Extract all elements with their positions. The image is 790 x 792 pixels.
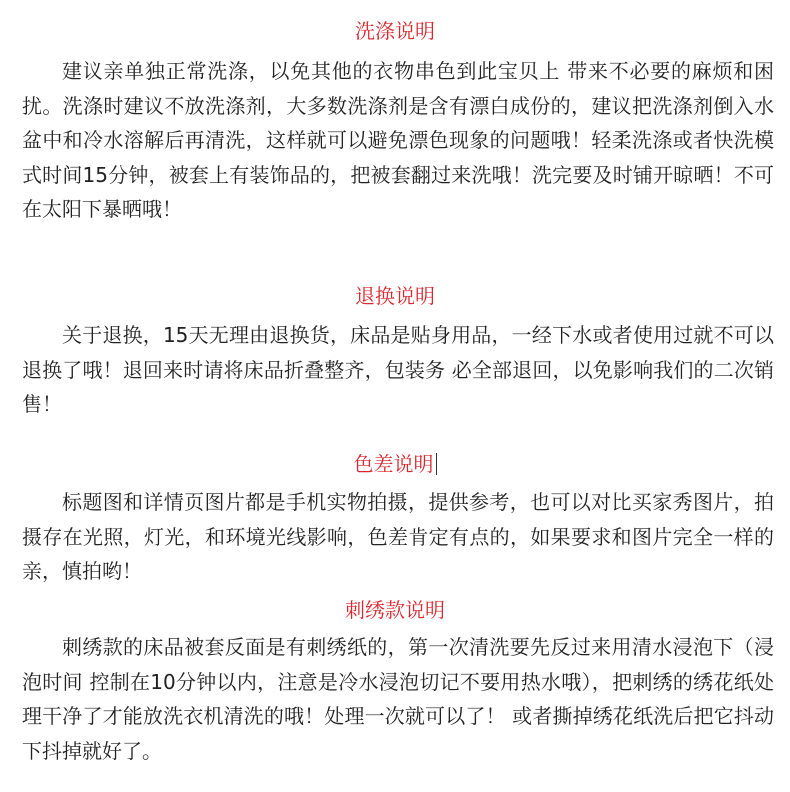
washing-instructions-text: 建议亲单独正常洗涤，以免其他的衣物串色到此宝贝上 带来不必要的麻烦和困扰。洗涤时建议不放洗涤剂，大多数洗涤剂是含有漂白成份的，建议把洗涤剂倒入水盆中和冷水溶解后再清洗，这样就可以避免漂色现象的问题哦！轻柔洗涤或者快洗模式时间15分钟，被套上有装饰品的，把被套翻过来洗哦！洗完要及时铺开晾晒！不可在太阳下暴晒哦！: [22, 59, 774, 222]
text-cursor: [436, 453, 437, 475]
return-policy-text: 关于退换，15天无理由退换货，床品是贴身用品，一经下水或者使用过就不可以退换了哦！退回来时请将床品折叠整齐，包装务 必全部退回，以免影响我们的二次销售！: [22, 323, 774, 417]
embroidery-instructions-text: 刺绣款的床品被套反面是有刺绣纸的，第一次清洗要先反过来用清水浸泡下（浸泡时间 控制在10分钟以内，注意是冷水浸泡切记不要用热水哦），把刺绣的绣花纸处理干净了才能放洗衣机清洗的哦！处理一次就可以了！ 或者撕掉绣花纸洗后把它抖动下抖掉就好了。: [22, 635, 774, 763]
color-difference-title: [0, 451, 790, 477]
washing-instructions-title: 洗涤说明: [355, 19, 435, 43]
embroidery-instructions-title: 刺绣款说明: [345, 598, 445, 622]
color-difference-text: 标题图和详情页图片都是手机实物拍摄，提供参考，也可以对比买家秀图片，拍摄存在光照，灯光，和环境光线影响，色差肯定有点的，如果要求和图片完全一样的亲，慎拍哟！: [22, 490, 774, 584]
color-difference-title-text: 色差说明: [353, 452, 434, 476]
return-policy-title: 退换说明: [355, 284, 435, 308]
